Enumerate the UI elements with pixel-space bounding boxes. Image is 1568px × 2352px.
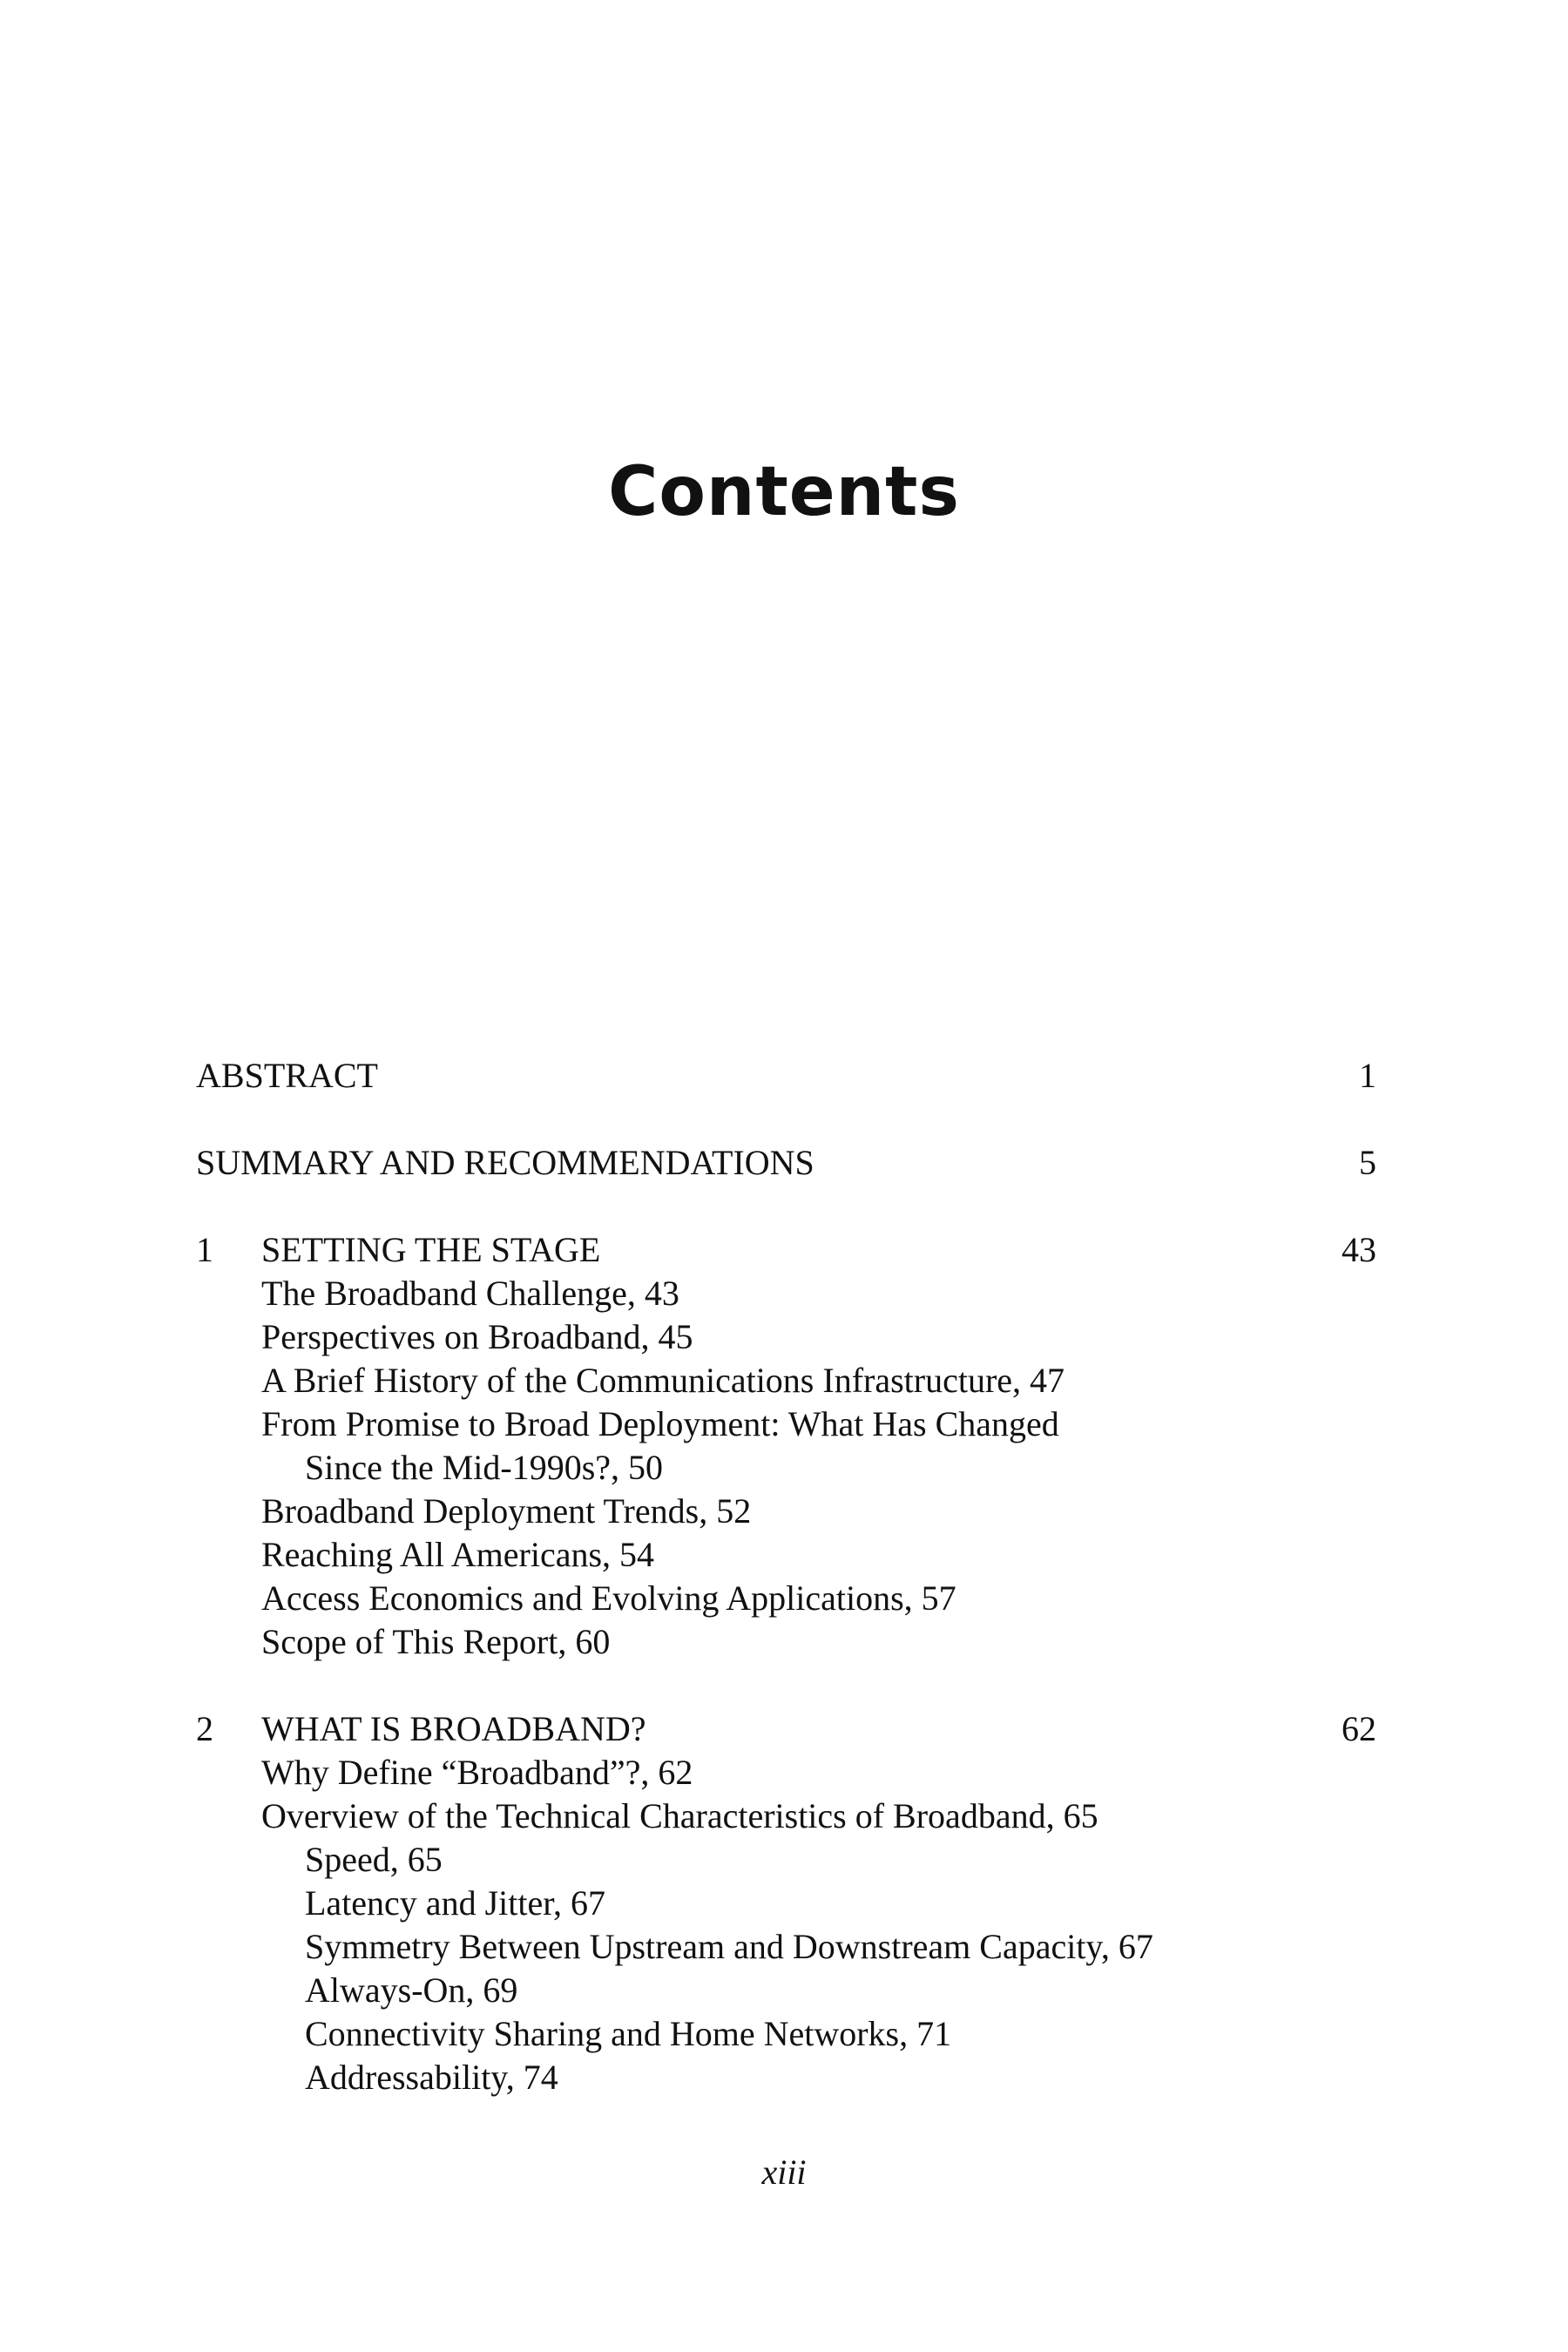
section-title: Access Economics and Evolving Applications, 57 [261, 1578, 956, 1618]
toc-entry-label: ABSTRACT [196, 1056, 378, 1095]
toc-section[interactable] [196, 1315, 1376, 1359]
chapter-page: 62 [1342, 1709, 1376, 1748]
toc-subsection[interactable] [196, 2056, 1376, 2099]
section-title: The Broadband Challenge, 43 [261, 1274, 679, 1313]
toc-entry-page: 5 [1359, 1143, 1376, 1182]
subsection-title: Latency and Jitter, 67 [305, 1883, 605, 1923]
section-title: From Promise to Broad Deployment: What Has Changed [261, 1404, 1059, 1443]
chapter-title: SETTING THE STAGE [261, 1230, 601, 1269]
toc-entry-abstract[interactable] [196, 1054, 1376, 1098]
toc-entry-page: 1 [1359, 1056, 1376, 1095]
toc-subsection[interactable] [196, 2012, 1376, 2056]
toc-subsection[interactable] [196, 1925, 1376, 1969]
section-title: Why Define “Broadband”?, 62 [261, 1753, 693, 1792]
subsection-title: Connectivity Sharing and Home Networks, 71 [305, 2014, 952, 2053]
toc-subsection[interactable] [196, 1969, 1376, 2012]
toc-subsection[interactable] [196, 1838, 1376, 1882]
toc-section-continuation[interactable] [196, 1446, 1376, 1490]
toc-section[interactable] [196, 1402, 1376, 1446]
section-title: Perspectives on Broadband, 45 [261, 1317, 693, 1356]
toc-chapter-1[interactable] [196, 1228, 1376, 1272]
toc-section[interactable] [196, 1490, 1376, 1533]
table-of-contents [196, 1054, 1376, 2099]
toc-entry-label: SUMMARY AND RECOMMENDATIONS [196, 1143, 814, 1182]
section-title: Overview of the Technical Characteristics of Broadband, 65 [261, 1796, 1098, 1835]
section-title: Scope of This Report, 60 [261, 1622, 611, 1661]
toc-chapter-2[interactable] [196, 1707, 1376, 1751]
toc-section[interactable] [196, 1533, 1376, 1577]
toc-subsection[interactable] [196, 1882, 1376, 1925]
section-title: A Brief History of the Communications Infrastructure, 47 [261, 1361, 1065, 1400]
section-title-continuation: Since the Mid-1990s?, 50 [305, 1448, 664, 1487]
section-title: Broadband Deployment Trends, 52 [261, 1491, 752, 1531]
chapter-number: 2 [196, 1709, 213, 1748]
toc-section[interactable] [196, 1577, 1376, 1620]
chapter-page: 43 [1342, 1230, 1376, 1269]
toc-entry-summary[interactable] [196, 1141, 1376, 1185]
toc-section[interactable] [196, 1794, 1376, 1838]
subsection-title: Always-On, 69 [305, 1970, 518, 2010]
toc-section[interactable] [196, 1751, 1376, 1794]
subsection-title: Symmetry Between Upstream and Downstream Capacity, 67 [305, 1927, 1153, 1966]
section-title: Reaching All Americans, 54 [261, 1535, 655, 1574]
toc-section[interactable] [196, 1620, 1376, 1664]
toc-section[interactable] [196, 1359, 1376, 1402]
chapter-number: 1 [196, 1230, 213, 1269]
subsection-title: Addressability, 74 [305, 2058, 558, 2097]
chapter-title: WHAT IS BROADBAND? [261, 1709, 646, 1748]
toc-section[interactable] [196, 1272, 1376, 1315]
subsection-title: Speed, 65 [305, 1840, 443, 1879]
page-title: Contents [608, 453, 960, 531]
page-number: xiii [761, 2153, 807, 2192]
